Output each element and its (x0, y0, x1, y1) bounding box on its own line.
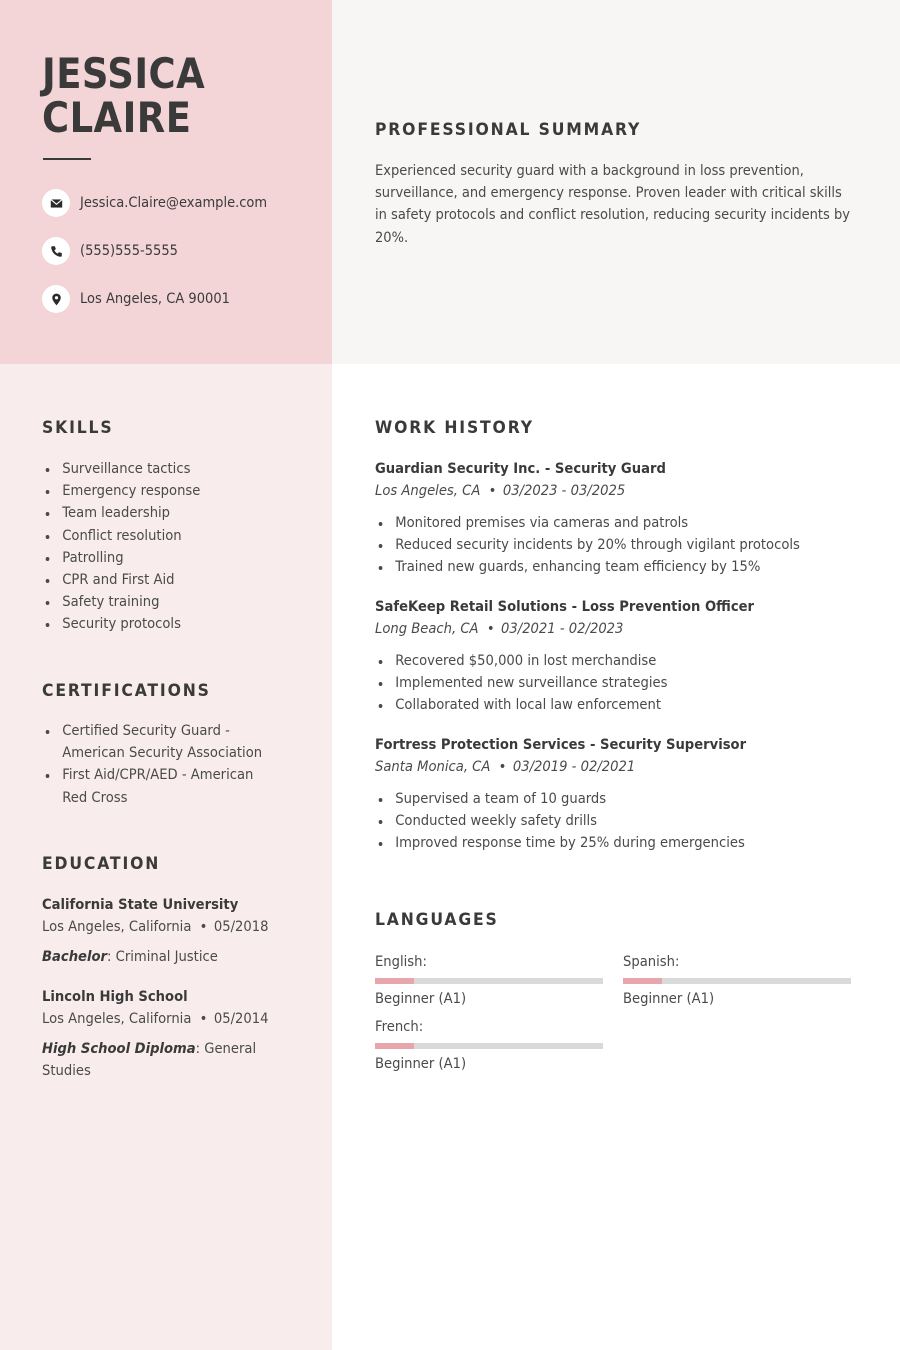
job-bullets (375, 788, 890, 855)
separator-dot: • (486, 621, 495, 637)
job-meta (375, 480, 890, 502)
separator-dot: • (488, 483, 497, 499)
separator-dot: • (199, 1011, 208, 1027)
school-date: 05/2014 (213, 1011, 269, 1027)
school-location-date (42, 1008, 269, 1030)
job-title: SafeKeep Retail Solutions - Loss Prevention Officer (375, 599, 755, 615)
first-name: JESSICA (42, 49, 206, 98)
certifications-heading: CERTIFICATIONS (42, 681, 211, 701)
language-name: English: (375, 954, 427, 970)
summary-heading: PROFESSIONAL SUMMARY (375, 120, 642, 140)
language-level: Beginner (A1) (375, 1056, 467, 1072)
candidate-name (42, 49, 206, 142)
job-meta (375, 756, 890, 778)
job-location: Santa Monica, CA (375, 759, 491, 775)
certifications-section (42, 720, 272, 809)
phone-text: (555)555-5555 (80, 243, 178, 259)
skill-item: Conflict resolution (42, 525, 309, 547)
job-title: Fortress Protection Services - Security Supervisor (375, 737, 747, 753)
education-entry (42, 894, 309, 968)
job-meta (375, 618, 890, 640)
language-level: Beginner (A1) (375, 991, 467, 1007)
degree: High School Diploma: General Studies (42, 1041, 257, 1079)
job-role: Security Supervisor (599, 737, 747, 753)
separator-dot: • (199, 919, 208, 935)
language-proficiency-bar (375, 1043, 603, 1049)
job-bullet: Conducted weekly safety drills (375, 810, 890, 832)
language-proficiency-bar (375, 978, 603, 984)
degree: Bachelor: Criminal Justice (42, 949, 218, 965)
job-company: SafeKeep Retail Solutions (375, 599, 568, 615)
job-entry (375, 458, 890, 579)
certifications-list (42, 720, 272, 809)
job-role: Loss Prevention Officer (581, 599, 755, 615)
skill-item: CPR and First Aid (42, 569, 309, 591)
language-name: French: (375, 1019, 424, 1035)
envelope-icon (42, 189, 70, 217)
skills-heading: SKILLS (42, 418, 114, 438)
degree-field: Criminal Justice (115, 949, 218, 965)
name-divider (43, 158, 91, 160)
language-french (375, 1017, 603, 1074)
language-english (375, 952, 603, 1009)
languages-heading: LANGUAGES (375, 910, 499, 930)
job-location: Long Beach, CA (375, 621, 479, 637)
last-name: CLAIRE (42, 93, 192, 142)
language-proficiency-fill (375, 978, 414, 984)
job-bullet: Reduced security incidents by 20% through vigilant protocols (375, 534, 890, 556)
language-proficiency-fill (623, 978, 662, 984)
skills-list (42, 458, 309, 636)
contact-phone (42, 236, 332, 266)
certification-item: First Aid/CPR/AED - American Red Cross (42, 764, 272, 808)
job-entry (375, 596, 890, 717)
summary-text: Experienced security guard with a background in loss prevention, surveillance, and emergency response. Proven leader with critical skills in safety protocols and conflict resolution, reducing security incidents by 20%. (375, 163, 850, 246)
education-heading: EDUCATION (42, 854, 161, 874)
separator-dot: • (498, 759, 507, 775)
skill-item: Security protocols (42, 613, 309, 635)
skill-item: Team leadership (42, 502, 309, 524)
job-entry (375, 734, 890, 855)
job-bullet: Monitored premises via cameras and patrols (375, 512, 890, 534)
school-date: 05/2018 (213, 919, 269, 935)
email-text: Jessica.Claire@example.com (80, 195, 268, 211)
school-location: Los Angeles, California (42, 919, 192, 935)
job-bullets (375, 512, 890, 579)
job-bullet: Trained new guards, enhancing team efficiency by 15% (375, 556, 890, 578)
job-bullet: Improved response time by 25% during emergencies (375, 832, 890, 854)
phone-icon (42, 237, 70, 265)
skills-section (42, 458, 309, 636)
school-name: Lincoln High School (42, 989, 188, 1005)
job-bullet: Implemented new surveillance strategies (375, 672, 890, 694)
degree-name: High School Diploma (42, 1041, 196, 1057)
map-pin-icon (42, 285, 70, 313)
job-bullets (375, 650, 890, 717)
skill-item: Emergency response (42, 480, 309, 502)
school-location-date (42, 916, 309, 938)
job-role: Security Guard (554, 461, 666, 477)
skill-item: Safety training (42, 591, 309, 613)
contact-location (42, 284, 332, 314)
certification-item: Certified Security Guard - American Security Association (42, 720, 272, 764)
job-dates: 03/2019 - 02/2021 (512, 759, 636, 775)
job-title: Guardian Security Inc. - Security Guard (375, 461, 666, 477)
degree-name: Bachelor (42, 949, 108, 965)
job-company: Fortress Protection Services (375, 737, 586, 753)
job-bullet: Collaborated with local law enforcement (375, 694, 890, 716)
job-bullet: Supervised a team of 10 guards (375, 788, 890, 810)
location-text: Los Angeles, CA 90001 (80, 291, 230, 307)
job-bullet: Recovered $50,000 in lost merchandise (375, 650, 890, 672)
job-dates: 03/2021 - 02/2023 (501, 621, 624, 637)
school-name: California State University (42, 897, 239, 913)
education-entry (42, 986, 269, 1082)
skill-item: Surveillance tactics (42, 458, 309, 480)
work-history-heading: WORK HISTORY (375, 418, 534, 438)
degree-field: General Studies (42, 1041, 257, 1079)
language-spanish (623, 952, 851, 1009)
job-company: Guardian Security Inc. (375, 461, 541, 477)
language-proficiency-bar (623, 978, 851, 984)
school-location: Los Angeles, California (42, 1011, 192, 1027)
contact-email (42, 188, 332, 218)
language-proficiency-fill (375, 1043, 414, 1049)
skill-item: Patrolling (42, 547, 309, 569)
job-location: Los Angeles, CA (375, 483, 481, 499)
language-name: Spanish: (623, 954, 680, 970)
language-level: Beginner (A1) (623, 991, 715, 1007)
job-dates: 03/2023 - 03/2025 (502, 483, 626, 499)
